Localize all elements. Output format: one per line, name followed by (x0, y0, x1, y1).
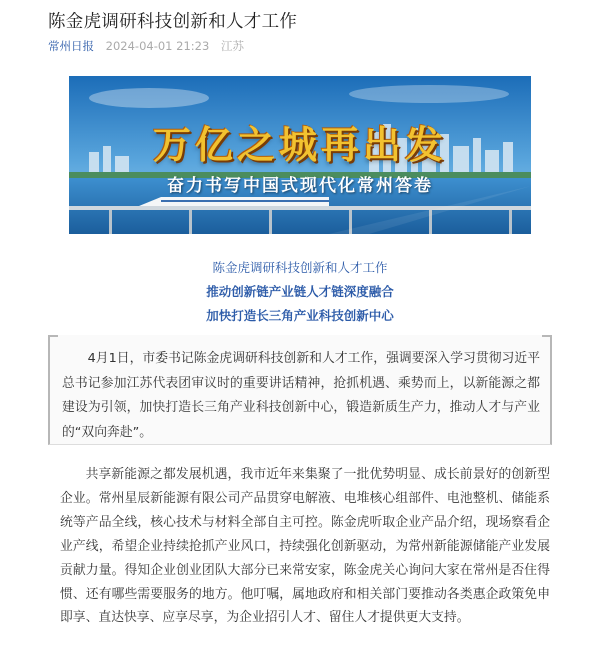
subhead-1: 陈金虎调研科技创新和人才工作 (212, 260, 388, 275)
subhead-2: 推动创新链产业链人才链深度融合 (206, 284, 394, 299)
article-title: 陈金虎调研科技创新和人才工作 (48, 12, 298, 32)
body-paragraph: 共享新能源之都发展机遇，我市近年来集聚了一批优势明显、成长前景好的创新型企业。常州星辰新能源有限公司产品贯穿电解液、电堆核心组部件、电池整机、储能系统等产品全线，核心技术与材料全部自主可控。陈金虎听取企业产品介绍，现场察看企业产线，希望企业持续抢抓产业风口，持续强化创新驱动，为常州新能源储能产业发展贡献力量。得知企业创业团队大部分已来常安家，陈金虎关心询问大家在常州是否住得惯、还有哪些需要服务的地方。他叮嘱，属地政府和相关部门要推动各类惠企政策免申即享、直达快享、应享尽享，为企业招引人才、留住人才提供更大支持。 (60, 467, 550, 626)
publish-time: 2024-04-01 21:23 (105, 39, 210, 53)
summary-box (48, 335, 552, 445)
banner-subline: 奋力书写中国式现代化常州答卷 (167, 176, 433, 196)
subhead-3: 加快打造长三角产业科技创新中心 (206, 308, 394, 323)
source-link[interactable]: 常州日报 (48, 39, 94, 53)
article-meta (48, 38, 244, 54)
summary-corner-left (48, 335, 58, 337)
region-label: 江苏 (220, 39, 244, 53)
summary-corner-right (542, 335, 552, 337)
banner-headline: 万亿之城再出发 (152, 122, 447, 167)
banner-image (69, 76, 531, 234)
summary-text: 4月1日，市委书记陈金虎调研科技创新和人才工作，强调要深入学习贯彻习近平总书记参加江苏代表团审议时的重要讲话精神，抢抓机遇、乘势而上，以新能源之都建设为引领，加快打造长三角产业科技创新中心，锻造新质生产力，推动人才与产业的“双向奔赴”。 (62, 351, 540, 440)
